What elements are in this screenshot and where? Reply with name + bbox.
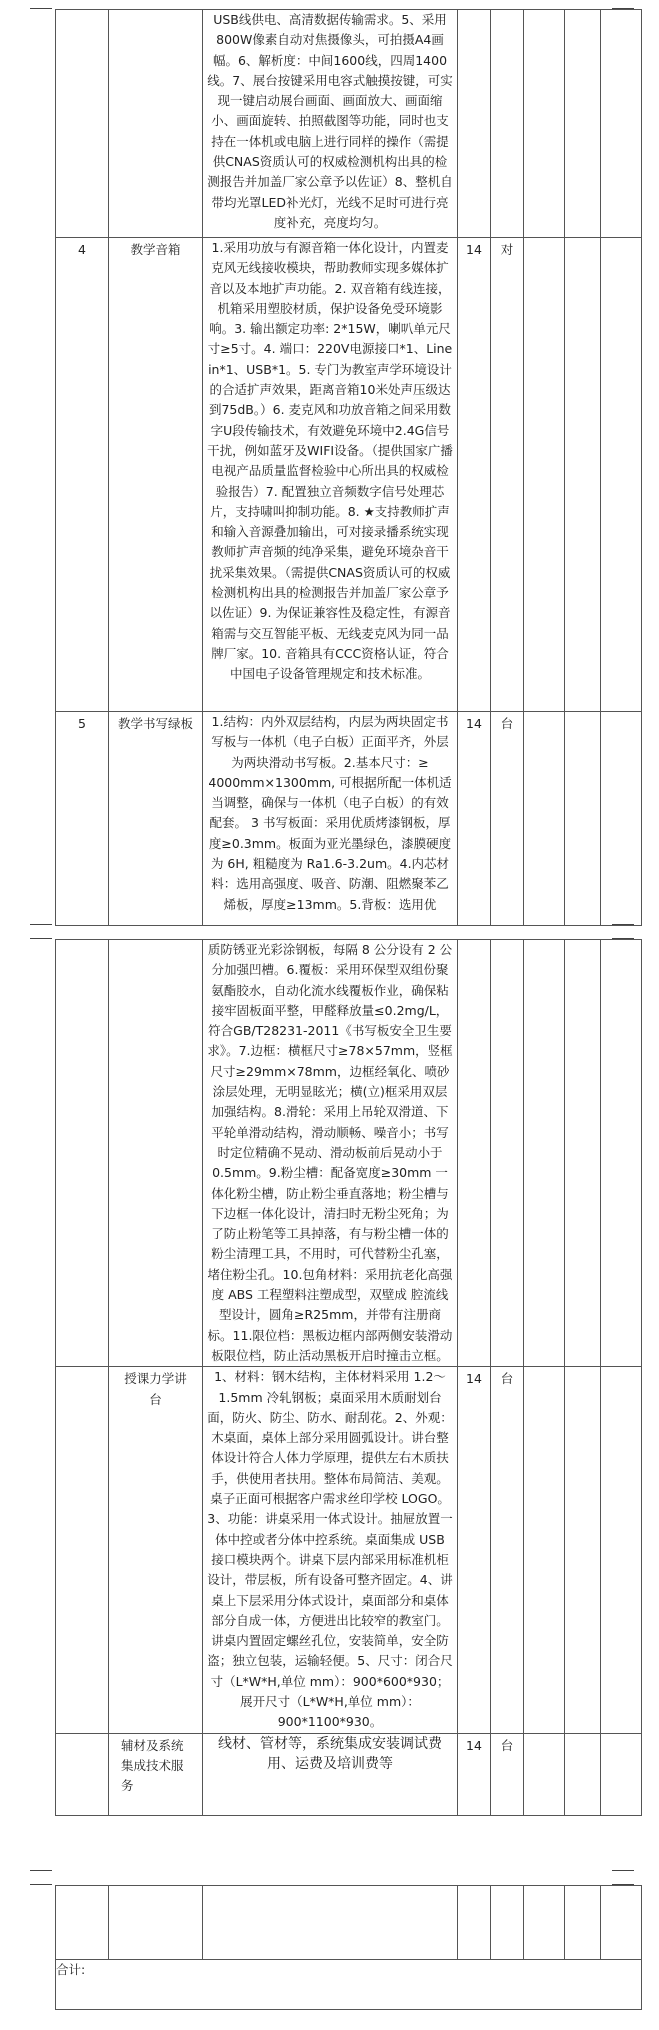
cell-empty <box>601 238 642 712</box>
crop-mark <box>30 1870 52 1871</box>
cell-name <box>109 10 203 238</box>
crop-mark <box>30 1884 52 1885</box>
cell-empty <box>601 940 642 1367</box>
cell-name: 教学音箱 <box>109 238 203 712</box>
cell-spec: 1.采用功放与有源音箱一体化设计，内置麦克风无线接收模块，帮助教师实现多媒体扩音以及本地扩声功能。2. 双音箱有线连接，机箱采用塑胶材质，保护设备免受环境影响。3. 输出额定功率: 2*15W，喇叭单元尺寸≥5寸。4. 端口：220V电源接口*1、Line in*1、USB*1。5. 专门为教室声学环境设计的合适扩声效果，距离音箱10米处声压级达到75dB。）6. 麦克风和功放音箱之间采用数字U段传输技术，有效避免环境中2.4G信号干扰，例如蓝牙及WIFI设备。（提供国家广播电视产品质量监督检验中心所出具的权威检验报告）7. 配置独立音频数字信号处理芯片，支持啸叫抑制功能。8. ★支持教师扩声和输入音源叠加输出，可对接录播系统实现教师扩声音频的纯净采集，避免环境杂音干扰采集效果。（需提供CNAS资质认可的权威检测机构出具的检测报告并加盖厂家公章予以佐证）9. 为保证兼容性及稳定性，有源音箱需与交互智能平板、无线麦克风为同一品牌厂家。10. 音箱具有CCC资格认证，符合中国电子设备管理规定和技术标准。 <box>203 238 458 712</box>
cell-empty <box>565 1733 601 1815</box>
cell-unit <box>491 940 524 1367</box>
cell-qty: 14 <box>458 238 491 712</box>
cell-no <box>56 1367 109 1733</box>
crop-mark <box>30 924 52 925</box>
total-label: 合计: <box>56 1960 642 2010</box>
cell-empty <box>524 1733 565 1815</box>
cell-unit: 台 <box>491 712 524 926</box>
crop-mark <box>30 938 52 939</box>
cell-no: 5 <box>56 712 109 926</box>
cell-name: 教学书写绿板 <box>109 712 203 926</box>
table-row <box>56 1960 642 2010</box>
cell-empty <box>524 1886 565 1960</box>
cell-spec <box>203 1886 458 1960</box>
table-row <box>56 712 642 926</box>
cell-empty <box>524 1367 565 1733</box>
cell-name: 授课力学讲台 <box>109 1367 203 1733</box>
cell-spec: 1、材料：钢木结构，主体材料采用 1.2～1.5mm 冷轧钢板；桌面采用木质耐划台面，防火、防尘、防水、耐刮花。2、外观：木桌面，桌体上部分采用圆弧设计。讲台整体设计符合人体力学原理，提供左右木质扶手，供使用者扶用。整体布局简洁、美观。桌子正面可根据客户需求丝印学校 LOGO。3、功能：讲桌采用一体式设计。抽屉放置一体中控或者分体中控系统。桌面集成 USB 接口模块两个。讲桌下层内部采用标准机柜设计，带层板，所有设备可整齐固定。4、讲桌上下层采用分体式设计，桌面部分和桌体部分自成一体，方便进出比较窄的教室门。讲桌内置固定螺丝孔位，安装简单，安全防盗；独立包装，运输轻便。5、尺寸：闭合尺寸（L*W*H,单位 mm）：900*600*930；展开尺寸（L*W*H,单位 mm）：900*1100*930。 <box>203 1367 458 1733</box>
cell-empty <box>565 10 601 238</box>
spec-table-page-3 <box>55 1885 642 2010</box>
table-row <box>56 10 642 238</box>
spec-table-page-1 <box>55 9 642 926</box>
cell-spec: 质防锈亚光彩涂钢板，每隔 8 公分设有 2 公分加强凹槽。6.覆板：采用环保型双组份聚氨酯胶水，自动化流水线覆板作业，确保粘接牢固板面平整，甲醛释放量≤0.2mg/L，符合GB/T28231-2011《书写板安全卫生要求》。7.边框：横框尺寸≥78×57mm，竖框尺寸≥29mm×78mm，边框经氧化、喷砂涂层处理，无明显眩光；横(立)框采用双层加强结构。8.滑轮：采用上吊轮双滑道、下平轮单滑动结构，滑动顺畅、噪音小；书写时定位精确不晃动、滑动板前后晃动小于 0.5mm。9.粉尘槽：配备宽度≥30mm 一体化粉尘槽，防止粉尘垂直落地；粉尘槽与下边框一体化设计，清扫时无粉尘死角；为了防止粉笔等工具掉落，有与粉尘槽一体的粉尘清理工具，不用时，可代替粉尘孔塞，堵住粉尘孔。10.包角材料：采用抗老化高强度 ABS 工程塑料注塑成型，双壁成 腔流线型设计，圆角≥R25mm，并带有注册商标。11.限位档：黑板边框内部两侧安装滑动板限位档，防止活动黑板开启时撞击立框。 <box>203 940 458 1367</box>
cell-empty <box>601 712 642 926</box>
cell-empty <box>601 1886 642 1960</box>
cell-unit: 对 <box>491 238 524 712</box>
table-row <box>56 238 642 712</box>
cell-no: 4 <box>56 238 109 712</box>
cell-empty <box>601 1733 642 1815</box>
cell-empty <box>524 238 565 712</box>
table-row <box>56 1367 642 1733</box>
cell-no <box>56 10 109 238</box>
table-row <box>56 1733 642 1815</box>
table-row <box>56 940 642 1367</box>
cell-unit: 台 <box>491 1367 524 1733</box>
cell-empty <box>524 940 565 1367</box>
cell-empty <box>524 712 565 926</box>
cell-spec: USB线供电、高清数据传输需求。5、采用800W像素自动对焦摄像头，可拍摄A4画幅。6、解析度：中间1600线，四周1400线。7、展台按键采用电容式触摸按键，可实现一键启动展台画面、画面放大、画面缩小、画面旋转、拍照截图等功能，同时也支持在一体机或电脑上进行同样的操作（需提供CNAS资质认可的权威检测机构出具的检测报告并加盖厂家公章予以佐证）8、整机自带均光罩LED补光灯，光线不足时可进行亮度补充，亮度均匀。 <box>203 10 458 238</box>
cell-qty <box>458 940 491 1367</box>
cell-qty: 14 <box>458 1733 491 1815</box>
table-row <box>56 1886 642 1960</box>
cell-unit <box>491 10 524 238</box>
cell-qty <box>458 1886 491 1960</box>
cell-empty <box>601 1367 642 1733</box>
cell-qty: 14 <box>458 1367 491 1733</box>
cell-no <box>56 1886 109 1960</box>
cell-empty <box>524 10 565 238</box>
cell-no <box>56 940 109 1367</box>
cell-qty: 14 <box>458 712 491 926</box>
crop-mark <box>30 8 52 9</box>
cell-empty <box>601 10 642 238</box>
cell-name <box>109 1886 203 1960</box>
cell-name: 辅材及系统集成技术服务 <box>109 1733 203 1815</box>
cell-empty <box>565 1367 601 1733</box>
cell-unit: 台 <box>491 1733 524 1815</box>
cell-empty <box>565 712 601 926</box>
cell-empty <box>565 940 601 1367</box>
cell-qty <box>458 10 491 238</box>
cell-name <box>109 940 203 1367</box>
spec-table-page-2 <box>55 939 642 1816</box>
cell-spec: 1.结构：内外双层结构，内层为两块固定书写板与一体机（电子白板）正面平齐，外层为两块滑动书写板。2.基本尺寸：≥ 4000mm×1300mm, 可根据所配一体机适当调整，确保与一体机（电子白板）的有效配套。 3 书写板面：采用优质烤漆钢板，厚度≥0.3mm。板面为亚光墨绿色，漆膜硬度为 6H, 粗糙度为 Ra1.6-3.2um。4.内芯材料：选用高强度、吸音、防潮、阻燃聚苯乙烯板，厚度≥13mm。5.背板：选用优 <box>203 712 458 926</box>
cell-spec: 线材、管材等，系统集成安装调试费用、运费及培训费等 <box>203 1733 458 1815</box>
cell-empty <box>565 1886 601 1960</box>
cell-unit <box>491 1886 524 1960</box>
cell-empty <box>565 238 601 712</box>
crop-mark <box>612 1870 634 1871</box>
cell-no <box>56 1733 109 1815</box>
